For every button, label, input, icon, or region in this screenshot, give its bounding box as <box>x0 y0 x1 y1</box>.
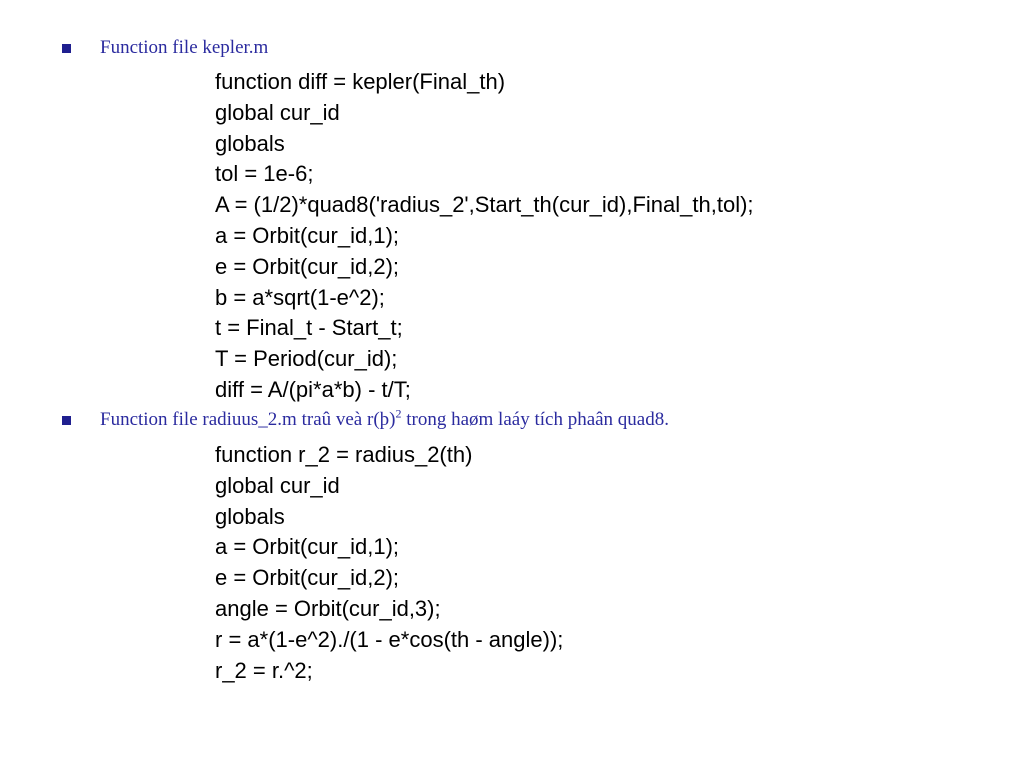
code-block-radius <box>215 440 563 686</box>
code-line: globals <box>215 503 285 529</box>
bullet-text-radius-part1: Function file radiuus_2.m traû veà r(þ) <box>100 409 396 430</box>
code-line: r = a*(1-e^2)./(1 - e*cos(th - angle)); <box>215 626 564 652</box>
superscript: 2 <box>395 406 402 421</box>
code-line: b = a*sqrt(1-e^2); <box>215 284 385 310</box>
code-line: function r_2 = radius_2(th) <box>215 442 473 467</box>
code-block-kepler <box>215 67 754 406</box>
bullet-text-radius <box>100 406 669 431</box>
bullet-text-radius-part2: trong haøm laáy tích phaân quad8. <box>401 409 669 430</box>
code-line: global cur_id <box>215 472 340 498</box>
code-line: e = Orbit(cur_id,2); <box>215 565 400 591</box>
bullet-text-kepler: Function file kepler.m <box>100 37 269 58</box>
bullet-item-kepler <box>62 36 268 60</box>
square-bullet-icon <box>62 44 71 53</box>
code-line: t = Final_t - Start_t; <box>215 315 403 341</box>
code-line: global cur_id <box>215 99 340 125</box>
code-line: e = Orbit(cur_id,2); <box>215 253 400 279</box>
code-line: A = (1/2)*quad8('radius_2',Start_th(cur_id),Final_th,tol); <box>215 192 754 218</box>
code-line: tol = 1e-6; <box>215 161 314 187</box>
code-line: r_2 = r.^2; <box>215 657 313 683</box>
code-line: diff = A/(pi*a*b) - t/T; <box>215 376 411 402</box>
code-line: a = Orbit(cur_id,1); <box>215 534 400 560</box>
code-line: a = Orbit(cur_id,1); <box>215 222 400 248</box>
code-line: globals <box>215 130 285 156</box>
bullet-item-radius <box>62 408 669 432</box>
square-bullet-icon <box>62 416 71 425</box>
code-line: angle = Orbit(cur_id,3); <box>215 595 441 621</box>
code-line: function diff = kepler(Final_th) <box>215 69 506 94</box>
code-line: T = Period(cur_id); <box>215 346 398 372</box>
